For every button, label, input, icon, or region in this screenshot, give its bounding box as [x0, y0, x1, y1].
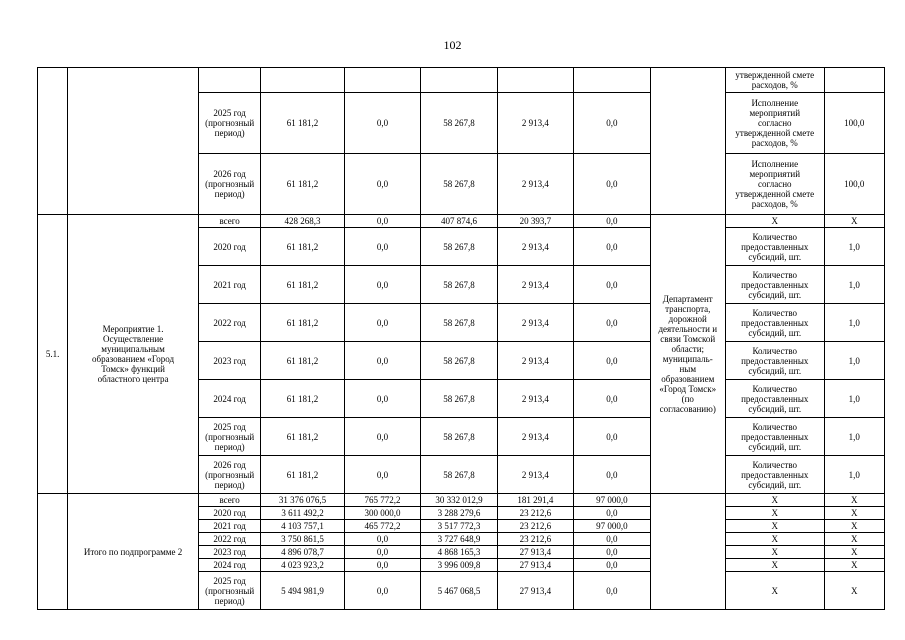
executor-cell	[650, 215, 725, 494]
local-cell: 23 212,6	[497, 507, 573, 520]
indicator-cell	[725, 228, 824, 266]
value-cell: X	[824, 572, 884, 610]
indicator-cell-line: мероприятий	[749, 169, 801, 179]
extra-cell: 0,0	[574, 266, 650, 304]
executor-cell-line: муниципаль-	[662, 354, 713, 364]
period-cell-line: период)	[214, 441, 245, 452]
period-cell-line: 2026 год	[213, 169, 246, 179]
indicator-cell-line: утвержденной смете	[735, 189, 815, 199]
federal-cell: 0,0	[344, 93, 420, 154]
indicator-cell	[725, 68, 824, 93]
local-cell: 27 913,4	[497, 572, 573, 610]
indicator-cell	[725, 154, 824, 215]
indicator-cell-line: предоставленных	[741, 355, 809, 366]
indicator-cell-line: предоставленных	[741, 317, 809, 328]
indicator-cell-line: Количество	[752, 459, 798, 470]
measure-name-cell-line: Мероприятие 1.	[102, 324, 164, 334]
period-cell	[198, 520, 260, 533]
executor-cell-line: образованием	[661, 374, 715, 384]
empty-cell	[497, 68, 573, 93]
local-cell: 2 913,4	[497, 380, 573, 418]
measure-number-cell: 5.1.	[38, 215, 68, 494]
regional-cell: 4 868 165,3	[421, 546, 497, 559]
extra-cell: 0,0	[574, 93, 650, 154]
period-cell-line: (прогнозный	[205, 179, 255, 189]
name-cell	[68, 68, 199, 215]
table-body	[38, 68, 885, 610]
indicator-cell-line: Количество	[752, 231, 798, 242]
federal-cell: 0,0	[344, 154, 420, 215]
local-cell: 2 913,4	[497, 342, 573, 380]
period-cell-line: 2023 год	[213, 547, 246, 557]
period-cell	[198, 154, 260, 215]
value-cell: X	[824, 215, 884, 228]
period-cell	[198, 507, 260, 520]
executor-cell-line: согласованию)	[659, 404, 716, 414]
executor-cell-line: транспорта,	[665, 304, 711, 314]
indicator-cell-line: расходов, %	[751, 199, 798, 209]
indicator-cell-line: утвержденной смете	[735, 128, 815, 138]
indicator-cell-line: Количество	[752, 307, 798, 318]
executor-cell-line: деятельности и	[658, 324, 718, 334]
local-cell: 2 913,4	[497, 304, 573, 342]
period-cell	[198, 266, 260, 304]
indicator-cell-line: Исполнение	[751, 159, 799, 169]
regional-cell: 3 517 772,3	[421, 520, 497, 533]
empty-cell	[574, 68, 650, 93]
table-row	[38, 215, 885, 228]
indicator-cell-line: субсидий, шт.	[748, 365, 802, 376]
total-cell: 4 103 757,1	[261, 520, 344, 533]
indicator-cell-line: предоставленных	[741, 469, 809, 480]
value-cell: X	[824, 507, 884, 520]
indicator-cell-line: согласно	[757, 118, 792, 128]
period-cell-line: 2020 год	[213, 508, 246, 518]
indicator-cell-line: согласно	[757, 179, 792, 189]
period-cell-line: 2022 год	[213, 534, 246, 544]
period-cell	[198, 546, 260, 559]
total-cell: 61 181,2	[261, 304, 344, 342]
indicator-cell: X	[725, 507, 824, 520]
indicator-cell-line: субсидий, шт.	[748, 441, 802, 452]
value-cell: 100,0	[824, 154, 884, 215]
local-cell: 2 913,4	[497, 93, 573, 154]
indicator-cell	[725, 380, 824, 418]
period-cell-line: 2025 год	[213, 421, 246, 432]
indicator-cell-line: Количество	[752, 421, 798, 432]
measure-name-cell-line: Томск» функций	[101, 364, 165, 374]
local-cell: 27 913,4	[497, 559, 573, 572]
period-cell	[198, 559, 260, 572]
regional-cell: 3 288 279,6	[421, 507, 497, 520]
extra-cell: 0,0	[574, 418, 650, 456]
value-cell: 1,0	[824, 456, 884, 494]
extra-cell: 97 000,0	[574, 520, 650, 533]
value-cell: X	[824, 559, 884, 572]
table-row	[38, 68, 885, 93]
indicator-cell-line: предоставленных	[741, 279, 809, 290]
period-cell	[198, 494, 260, 507]
regional-cell: 30 332 012,9	[421, 494, 497, 507]
measure-name-cell-line: Осуществление	[102, 334, 164, 344]
regional-cell: 58 267,8	[421, 342, 497, 380]
indicator-cell	[725, 93, 824, 154]
number-cell	[38, 494, 68, 610]
indicator-cell-line: предоставленных	[741, 241, 809, 252]
executor-cell-line: дорожной	[668, 314, 707, 324]
total-cell: 31 376 076,5	[261, 494, 344, 507]
total-cell: 61 181,2	[261, 418, 344, 456]
measure-name-cell-line: образованием «Город	[92, 354, 175, 364]
value-cell: X	[824, 546, 884, 559]
indicator-cell: X	[725, 494, 824, 507]
local-cell: 2 913,4	[497, 266, 573, 304]
period-cell-line: (прогнозный	[205, 118, 255, 128]
indicator-cell-line: Количество	[752, 269, 798, 280]
executor-cell-line: ным	[679, 364, 697, 374]
value-cell: X	[824, 533, 884, 546]
period-cell	[198, 342, 260, 380]
extra-cell: 0,0	[574, 559, 650, 572]
local-cell: 2 913,4	[497, 418, 573, 456]
indicator-cell-line: Исполнение	[751, 98, 799, 108]
period-cell-line: 2026 год	[213, 459, 246, 470]
executor-cell-line: «Город Томск»	[659, 384, 717, 394]
indicator-cell: X	[725, 533, 824, 546]
empty-cell	[344, 68, 420, 93]
local-cell: 2 913,4	[497, 456, 573, 494]
value-cell: X	[824, 494, 884, 507]
regional-cell: 5 467 068,5	[421, 572, 497, 610]
executor-cell-line: (по	[681, 394, 694, 404]
executor-cell	[650, 68, 725, 215]
period-cell	[198, 572, 260, 610]
extra-cell: 0,0	[574, 228, 650, 266]
indicator-cell: X	[725, 215, 824, 228]
period-cell	[198, 418, 260, 456]
federal-cell: 0,0	[344, 266, 420, 304]
indicator-cell: X	[725, 520, 824, 533]
regional-cell: 3 996 009,8	[421, 559, 497, 572]
period-cell-line: 2025 год	[213, 575, 246, 586]
executor-cell-line: связи Томской	[660, 334, 716, 344]
federal-cell: 0,0	[344, 418, 420, 456]
federal-cell: 0,0	[344, 342, 420, 380]
value-cell: 1,0	[824, 342, 884, 380]
executor-cell-line: Департамент	[662, 294, 713, 304]
regional-cell: 58 267,8	[421, 304, 497, 342]
local-cell: 181 291,4	[497, 494, 573, 507]
indicator-cell	[725, 304, 824, 342]
period-cell	[198, 533, 260, 546]
period-cell-line: 2025 год	[213, 108, 246, 118]
period-cell: всего	[198, 215, 260, 228]
extra-cell: 0,0	[574, 507, 650, 520]
total-cell: 61 181,2	[261, 342, 344, 380]
period-cell	[198, 456, 260, 494]
regional-cell: 3 727 648,9	[421, 533, 497, 546]
indicator-cell-line: предоставленных	[741, 431, 809, 442]
value-cell: 1,0	[824, 380, 884, 418]
regional-cell: 58 267,8	[421, 154, 497, 215]
total-cell: 4 023 923,2	[261, 559, 344, 572]
federal-cell: 0,0	[344, 572, 420, 610]
value-cell: X	[824, 520, 884, 533]
measure-name-cell	[68, 215, 199, 494]
extra-cell: 0,0	[574, 304, 650, 342]
indicator-cell: X	[725, 546, 824, 559]
indicator-cell	[725, 456, 824, 494]
federal-cell: 0,0	[344, 533, 420, 546]
regional-cell: 58 267,8	[421, 266, 497, 304]
local-cell: 2 913,4	[497, 154, 573, 215]
total-cell: 5 494 981,9	[261, 572, 344, 610]
period-cell-line: период)	[214, 595, 245, 606]
period-cell-line: (прогнозный	[205, 469, 255, 480]
total-cell: 61 181,2	[261, 228, 344, 266]
period-cell-line: (прогнозный	[205, 585, 255, 596]
indicator-cell-line: расходов, %	[751, 138, 798, 148]
federal-cell: 465 772,2	[344, 520, 420, 533]
page-number: 102	[443, 38, 462, 52]
period-cell-line: 2024 год	[213, 393, 246, 404]
indicator-cell	[725, 266, 824, 304]
extra-cell: 0,0	[574, 342, 650, 380]
indicator-cell-line: мероприятий	[749, 108, 801, 118]
indicator-cell	[725, 418, 824, 456]
regional-cell: 58 267,8	[421, 93, 497, 154]
period-cell-line: период)	[214, 189, 245, 199]
total-cell: 3 750 861,5	[261, 533, 344, 546]
extra-cell: 0,0	[574, 380, 650, 418]
local-cell: 20 393,7	[497, 215, 573, 228]
indicator-cell-line: предоставленных	[741, 393, 809, 404]
total-cell: 61 181,2	[261, 380, 344, 418]
period-cell	[198, 228, 260, 266]
period-cell-line: 2024 год	[213, 560, 246, 570]
period-cell	[198, 304, 260, 342]
extra-cell: 97 000,0	[574, 494, 650, 507]
period-cell-line: 2023 год	[213, 355, 246, 366]
value-cell: 1,0	[824, 418, 884, 456]
federal-cell: 0,0	[344, 215, 420, 228]
regional-cell: 58 267,8	[421, 380, 497, 418]
number-cell	[38, 68, 68, 215]
indicator-cell-line: субсидий, шт.	[748, 327, 802, 338]
program-table	[37, 67, 885, 610]
extra-cell: 0,0	[574, 215, 650, 228]
regional-cell: 407 874,6	[421, 215, 497, 228]
total-cell: 61 181,2	[261, 456, 344, 494]
period-cell-line: всего	[219, 495, 240, 505]
federal-cell: 0,0	[344, 380, 420, 418]
federal-cell: 0,0	[344, 559, 420, 572]
value-cell	[824, 68, 884, 93]
federal-cell: 0,0	[344, 546, 420, 559]
period-cell-line: 2021 год	[213, 279, 246, 290]
indicator-cell-line: субсидий, шт.	[748, 479, 802, 490]
local-cell: 27 913,4	[497, 546, 573, 559]
indicator-cell-line: Количество	[752, 345, 798, 356]
total-cell: 4 896 078,7	[261, 546, 344, 559]
value-cell: 100,0	[824, 93, 884, 154]
indicator-cell-line: Количество	[752, 383, 798, 394]
indicator-cell-line: субсидий, шт.	[748, 251, 802, 262]
indicator-cell-line: субсидий, шт.	[748, 403, 802, 414]
federal-cell: 765 772,2	[344, 494, 420, 507]
local-cell: 23 212,6	[497, 533, 573, 546]
subtotal-label-cell: Итого по подпрограмме 2	[68, 494, 199, 610]
regional-cell: 58 267,8	[421, 418, 497, 456]
period-cell-line: 2021 год	[213, 521, 246, 531]
regional-cell: 58 267,8	[421, 228, 497, 266]
period-cell-line: (прогнозный	[205, 431, 255, 442]
value-cell: 1,0	[824, 228, 884, 266]
executor-cell	[650, 494, 725, 610]
period-cell-line: период)	[214, 128, 245, 138]
period-cell-line: период)	[214, 479, 245, 490]
period-cell-line: 2020 год	[213, 241, 246, 252]
extra-cell: 0,0	[574, 546, 650, 559]
empty-cell	[421, 68, 497, 93]
federal-cell: 0,0	[344, 228, 420, 266]
period-cell	[198, 380, 260, 418]
indicator-cell	[725, 342, 824, 380]
local-cell: 2 913,4	[497, 228, 573, 266]
total-cell: 61 181,2	[261, 266, 344, 304]
value-cell: 1,0	[824, 304, 884, 342]
table-row	[38, 494, 885, 507]
empty-cell	[261, 68, 344, 93]
regional-cell: 58 267,8	[421, 456, 497, 494]
measure-name-cell-line: муниципальным	[101, 344, 165, 354]
indicator-cell-line: расходов, %	[751, 80, 798, 90]
extra-cell: 0,0	[574, 456, 650, 494]
total-cell: 61 181,2	[261, 154, 344, 215]
total-cell: 3 611 492,2	[261, 507, 344, 520]
period-cell	[198, 93, 260, 154]
value-cell: 1,0	[824, 266, 884, 304]
measure-name-cell-line: областного центра	[97, 374, 169, 384]
extra-cell: 0,0	[574, 533, 650, 546]
total-cell: 61 181,2	[261, 93, 344, 154]
indicator-cell-line: субсидий, шт.	[748, 289, 802, 300]
federal-cell: 0,0	[344, 456, 420, 494]
indicator-cell-line: утвержденной смете	[735, 70, 815, 80]
empty-cell	[198, 68, 260, 93]
indicator-cell: X	[725, 572, 824, 610]
federal-cell: 300 000,0	[344, 507, 420, 520]
indicator-cell: X	[725, 559, 824, 572]
local-cell: 23 212,6	[497, 520, 573, 533]
extra-cell: 0,0	[574, 572, 650, 610]
extra-cell: 0,0	[574, 154, 650, 215]
executor-cell-line: области;	[671, 344, 705, 354]
total-cell: 428 268,3	[261, 215, 344, 228]
period-cell-line: 2022 год	[213, 317, 246, 328]
federal-cell: 0,0	[344, 304, 420, 342]
